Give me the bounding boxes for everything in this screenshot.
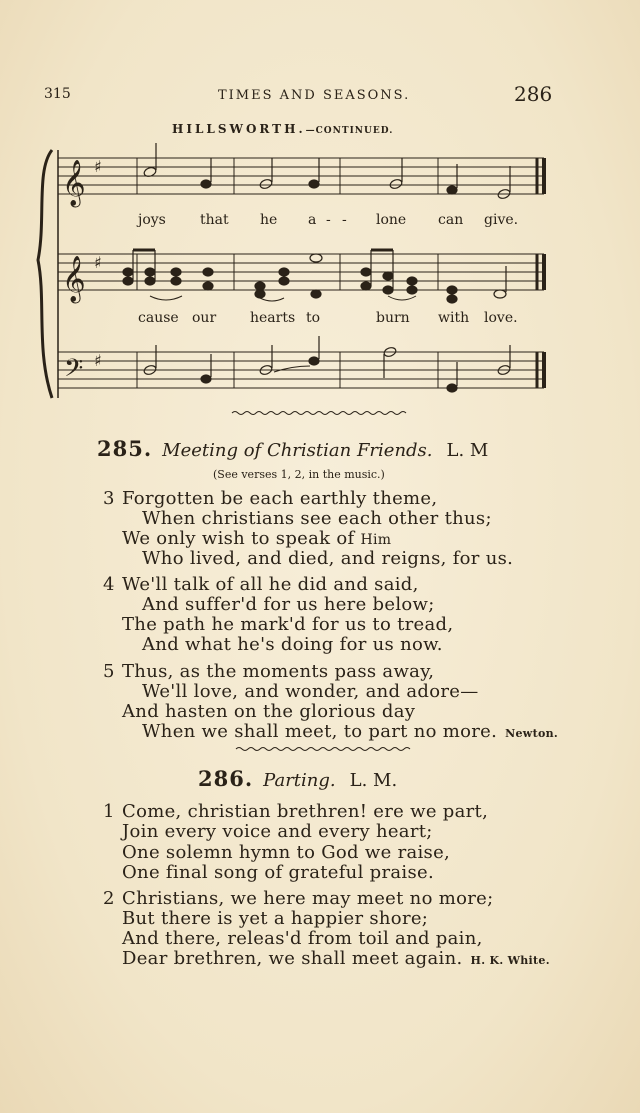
lyric-word: cause: [138, 310, 179, 326]
verse-line: And hasten on the glorious day: [122, 701, 416, 722]
bass-clef: 𝄢: [64, 354, 84, 389]
verse-line: And there, releas'd from toil and pain,: [122, 928, 483, 949]
verse-number: 2: [103, 888, 115, 909]
tune-continued: —CONTINUED.: [305, 126, 394, 136]
verse-line: [142, 721, 558, 742]
hymn-285-heading: [97, 436, 488, 461]
lyric-word: burn: [376, 310, 410, 326]
verse-line: Join every voice and every heart;: [122, 821, 433, 842]
verse-line: One solemn hymn to God we raise,: [122, 842, 451, 863]
verse-line-text: When we shall meet, to part no more.: [142, 721, 498, 742]
lyric-word: with: [438, 310, 470, 326]
staff-treble-1: [58, 158, 544, 194]
treble-clef-2: 𝄞: [62, 256, 86, 302]
lyric-word: lone: [376, 212, 407, 228]
running-title: TIMES AND SEASONS.: [218, 88, 411, 103]
lyric-word: that: [200, 212, 229, 228]
verse-number: 1: [103, 801, 115, 822]
verse-line: And what he's doing for us now.: [142, 634, 443, 655]
verse-line: [122, 528, 391, 549]
hymn-number: 286.: [198, 766, 254, 791]
right-page-number: 286: [514, 82, 553, 106]
tune-name: HILLSWORTH.: [172, 122, 306, 136]
lyric-word: a: [308, 212, 317, 228]
sharp-1: ♯: [94, 157, 102, 176]
verse-line: [122, 948, 550, 969]
lyric-word: joys: [138, 212, 166, 228]
hymn-meter: L. M: [446, 440, 489, 461]
staff-bass: [58, 352, 544, 388]
lyric-word: give.: [484, 212, 519, 228]
verse-line: One final song of grateful praise.: [122, 862, 434, 883]
lyric-word: he: [260, 212, 278, 228]
sharp-3: ♯: [94, 351, 102, 370]
lyric-word: hearts: [250, 310, 296, 326]
sharp-2: ♯: [94, 253, 102, 272]
system-brace: [38, 150, 52, 398]
verse-number: 4: [103, 574, 115, 595]
verse-line: Thus, as the moments pass away,: [122, 661, 435, 682]
verse-number: 3: [103, 488, 115, 509]
verse-line: We'll talk of all he did and said,: [122, 574, 419, 595]
lyric-word: -: [326, 212, 331, 228]
ornamental-divider: [232, 412, 406, 415]
notes: [123, 143, 511, 392]
verse-line: When christians see each other thus;: [142, 508, 492, 529]
hymn-286-heading: [198, 766, 397, 791]
verse-line: Who lived, and died, and reigns, for us.: [142, 548, 514, 569]
lyric-word: -: [342, 212, 347, 228]
hymn-meter: L. M.: [349, 770, 398, 791]
verse-line-text: We only wish to speak of: [122, 528, 361, 549]
verse-line: We'll love, and wonder, and adore—: [142, 681, 479, 702]
lyric-word: can: [438, 212, 464, 228]
hymn-author: H. K. White.: [470, 954, 550, 967]
verse-line: Come, christian brethren! ere we part,: [122, 801, 489, 822]
hymn-title: Meeting of Christian Friends.: [162, 440, 433, 461]
lyric-word: love.: [484, 310, 518, 326]
hymn-title: Parting.: [263, 770, 336, 791]
hymn-number: 285.: [97, 436, 153, 461]
verse-line-text: Dear brethren, we shall meet again.: [122, 948, 463, 969]
treble-clef-1: 𝄞: [62, 160, 86, 206]
verse-line: The path he mark'd for us to tread,: [122, 614, 454, 635]
verse-line: Forgotten be each earthly theme,: [122, 488, 438, 509]
left-page-number: 315: [44, 86, 71, 102]
verse-line: And suffer'd for us here below;: [142, 594, 435, 615]
music-score: [0, 0, 640, 420]
small-caps-word: Him: [360, 532, 392, 548]
verse-line: But there is yet a happier shore;: [122, 908, 429, 929]
verse-number: 5: [103, 661, 115, 682]
lyric-word: our: [192, 310, 217, 326]
verse-line: Christians, we here may meet no more;: [122, 888, 494, 909]
lyric-word: to: [306, 310, 321, 326]
hymn-285-note: (See verses 1, 2, in the music.): [213, 468, 385, 481]
hymn-author: Newton.: [505, 727, 559, 740]
